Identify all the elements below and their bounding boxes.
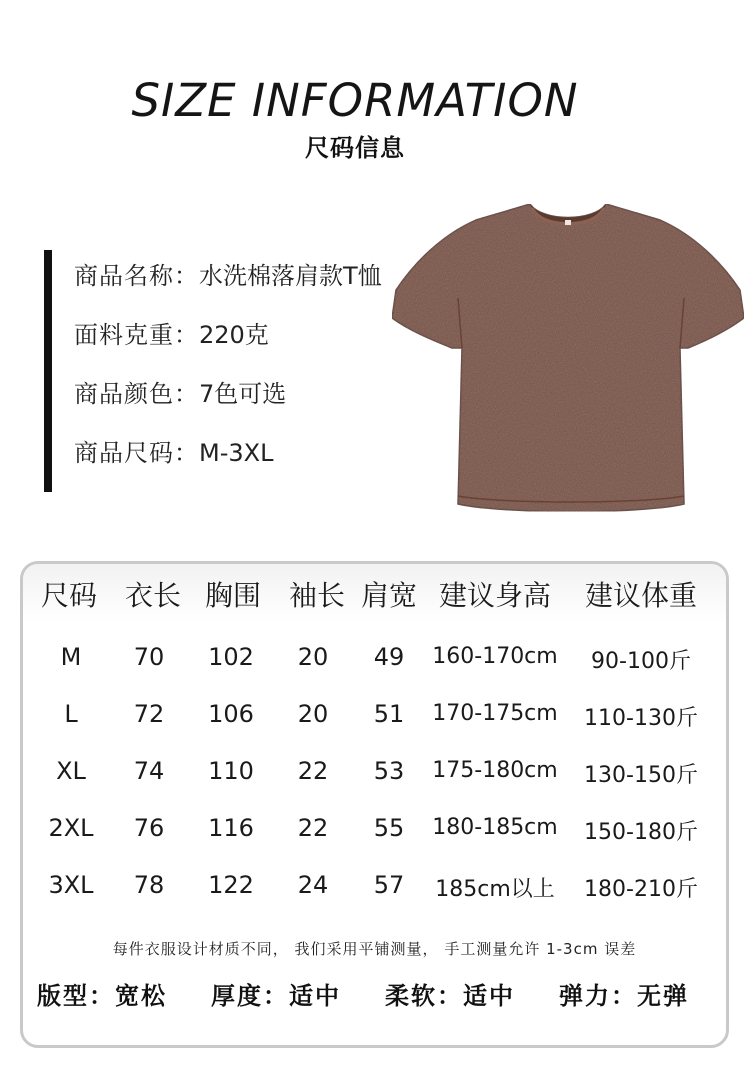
cell-length: 70 — [133, 643, 165, 671]
cell-height: 180-185cm — [432, 815, 558, 840]
info-value: 水洗棉落肩款T恤 — [199, 262, 382, 290]
cell-weight: 110-130斤 — [584, 706, 698, 731]
cell-weight: 180-210斤 — [584, 877, 698, 902]
info-row-name — [74, 252, 382, 311]
info-accent-bar — [44, 250, 52, 492]
info-key: 商品颜色： — [74, 380, 199, 408]
info-key: 商品尺码： — [74, 439, 199, 467]
product-info-list — [74, 252, 382, 488]
shirt-body — [392, 204, 744, 512]
cell-chest: 102 — [208, 643, 254, 671]
cell-height: 175-180cm — [432, 758, 558, 783]
info-row-size — [74, 429, 382, 488]
size-table — [20, 561, 729, 1048]
info-row-weight — [74, 311, 382, 370]
header-chest: 胸围 — [204, 579, 261, 612]
page-title: SIZE INFORMATION — [131, 74, 579, 127]
header-shoulder: 肩宽 — [360, 579, 417, 612]
cell-sleeve: 22 — [297, 814, 329, 842]
cell-sleeve: 24 — [297, 871, 329, 899]
feature-softness: 柔软：适中 — [385, 982, 515, 1010]
cell-length: 74 — [133, 757, 165, 785]
cell-chest: 110 — [208, 757, 254, 785]
cell-length: 78 — [133, 871, 165, 899]
cell-weight: 150-180斤 — [584, 820, 698, 845]
cell-chest: 116 — [208, 814, 254, 842]
feature-elasticity: 弹力：无弹 — [559, 982, 689, 1010]
cell-length: 72 — [133, 700, 165, 728]
info-value: 220克 — [199, 321, 269, 349]
cell-size: 2XL — [48, 814, 94, 842]
cell-size: 3XL — [48, 871, 94, 899]
cell-chest: 106 — [208, 700, 254, 728]
cell-shoulder: 51 — [373, 700, 405, 728]
header-sleeve: 袖长 — [288, 579, 345, 612]
header-length: 衣长 — [124, 579, 181, 612]
cell-shoulder: 57 — [373, 871, 405, 899]
page-subtitle: 尺码信息 — [305, 134, 405, 162]
info-row-color — [74, 370, 382, 429]
cell-length: 76 — [133, 814, 165, 842]
cell-size: XL — [56, 757, 86, 785]
cell-weight: 130-150斤 — [584, 763, 698, 788]
cell-height: 170-175cm — [432, 701, 558, 726]
cell-size: M — [60, 643, 82, 671]
header-size: 尺码 — [40, 579, 97, 612]
cell-weight: 90-100斤 — [591, 649, 691, 674]
cell-height: 185cm以上 — [435, 877, 555, 902]
feature-bar — [23, 976, 726, 1016]
info-key: 商品名称： — [74, 262, 199, 290]
cell-shoulder: 55 — [373, 814, 405, 842]
info-key: 面料克重： — [74, 321, 199, 349]
cell-height: 160-170cm — [432, 644, 558, 669]
info-value: 7色可选 — [199, 380, 287, 408]
info-value: M-3XL — [199, 439, 274, 467]
tshirt-image — [392, 198, 744, 512]
cell-sleeve: 20 — [297, 700, 329, 728]
cell-chest: 122 — [208, 871, 254, 899]
cell-shoulder: 49 — [373, 643, 405, 671]
cell-size: L — [64, 700, 78, 728]
feature-thickness: 厚度：适中 — [211, 982, 341, 1010]
cell-sleeve: 20 — [297, 643, 329, 671]
measurement-note: 每件衣服设计材质不同， 我们采用平铺测量， 手工测量允许 1-3cm 误差 — [112, 940, 637, 958]
cell-shoulder: 53 — [373, 757, 405, 785]
header-height: 建议身高 — [438, 579, 551, 612]
header-weight: 建议体重 — [584, 579, 697, 612]
size-table-header — [23, 564, 726, 622]
feature-fit: 版型：宽松 — [37, 982, 167, 1010]
cell-sleeve: 22 — [297, 757, 329, 785]
